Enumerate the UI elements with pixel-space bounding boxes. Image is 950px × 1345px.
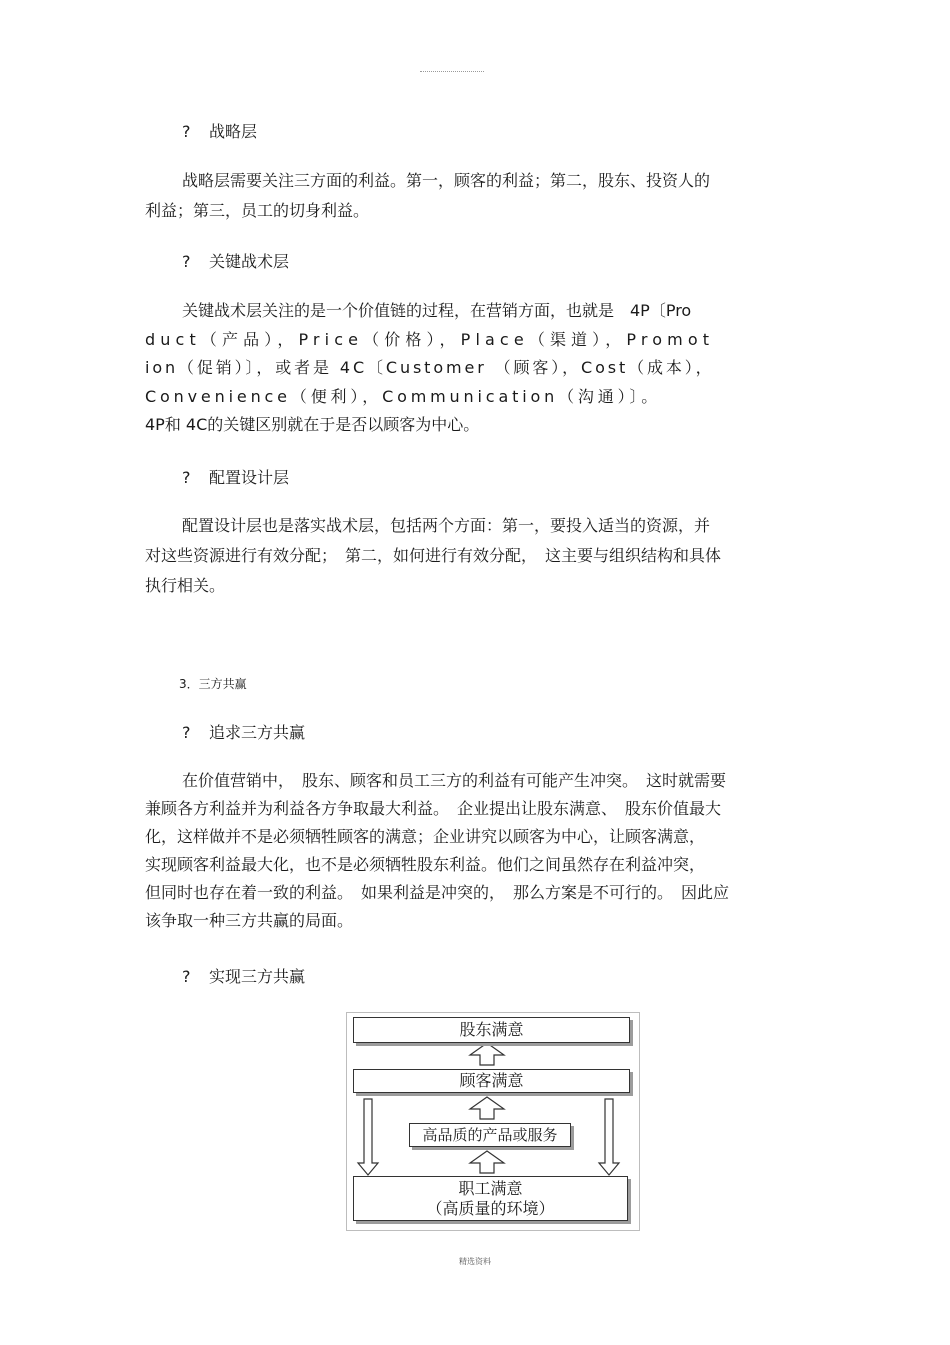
box-sublabel: （高质量的环境） xyxy=(426,1199,555,1218)
text-line: 在价值营销中， 股东、顾客和员工三方的利益有可能产生冲突。 这时就需要 xyxy=(182,771,727,790)
bullet-marker: ? xyxy=(182,468,191,487)
text-line: 但同时也存在着一致的利益。 如果利益是冲突的， 那么方案是不可行的。 因此应 xyxy=(145,883,730,902)
down-arrow-icon xyxy=(358,1099,378,1175)
paragraph-winwin xyxy=(145,767,810,935)
box-label: 股东满意 xyxy=(459,1020,524,1039)
up-arrow-icon xyxy=(470,1097,504,1119)
text-line: duct（产品），Price（价格），Place（渠道），Promot xyxy=(145,329,715,349)
paragraph-strategy xyxy=(145,166,810,226)
text-line: 利益；第三，员工的切身利益。 xyxy=(145,201,370,220)
header-rule xyxy=(420,71,484,72)
shareholder-satisfaction-box xyxy=(353,1017,630,1043)
up-arrow-icon xyxy=(470,1043,504,1065)
paragraph-tactics xyxy=(145,297,810,440)
text-line: 兼顾各方利益并为利益各方争取最大利益。 企业提出让股东满意、 股东价值最大 xyxy=(145,799,722,818)
page-footer: 精选资料 xyxy=(459,1257,491,1266)
section-title: 3．三方共赢 xyxy=(179,677,247,691)
bullet-marker: ? xyxy=(182,723,191,742)
heading-title: 关键战术层 xyxy=(209,252,290,271)
paragraph-config xyxy=(145,511,810,601)
heading-winwin xyxy=(145,723,810,743)
box-label: 高品质的产品或服务 xyxy=(422,1126,558,1144)
text-line: 对这些资源进行有效分配； 第二，如何进行有效分配， 这主要与组织结构和具体 xyxy=(145,546,722,565)
text-line: 化，这样做并不是必须牺牲顾客的满意；企业讲究以顾客为中心，让顾客满意， xyxy=(145,827,706,846)
text-line: 实现顾客利益最大化，也不是必须牺牲股东利益。他们之间虽然存在利益冲突， xyxy=(145,855,706,874)
bullet-marker: ? xyxy=(182,252,191,271)
box-label: 顾客满意 xyxy=(459,1071,524,1090)
text-line: 执行相关。 xyxy=(145,576,226,595)
employee-satisfaction-box xyxy=(353,1176,628,1221)
bullet-marker: ? xyxy=(182,122,191,141)
heading-strategy xyxy=(145,122,810,142)
text-line: 关键战术层关注的是一个价值链的过程，在营销方面，也就是 4P〔Pro xyxy=(182,301,692,320)
heading-title: 实现三方共赢 xyxy=(209,967,306,986)
text-line: 战略层需要关注三方面的利益。第一，顾客的利益；第二，股东、投资人的 xyxy=(182,171,711,190)
box-label: 职工满意 xyxy=(458,1179,523,1198)
text-line: ion（促销）〕，或者是 4C〔Customer （顾客），Cost（成本）， xyxy=(145,358,715,377)
heading-tactics xyxy=(145,252,810,272)
text-line: Convenience（便利），Communication（沟通）〕。 xyxy=(145,386,662,406)
down-arrow-icon xyxy=(599,1099,619,1175)
text-line: 该争取一种三方共赢的局面。 xyxy=(145,911,354,930)
bullet-marker: ? xyxy=(182,967,191,986)
text-line: 配置设计层也是落实战术层，包括两个方面：第一，要投入适当的资源，并 xyxy=(182,516,711,535)
quality-product-box xyxy=(409,1123,571,1147)
heading-title: 配置设计层 xyxy=(209,468,290,487)
heading-config xyxy=(145,468,810,488)
customer-satisfaction-box xyxy=(353,1069,630,1093)
heading-title: 追求三方共赢 xyxy=(209,723,306,742)
heading-title: 战略层 xyxy=(209,122,258,141)
heading-achieve xyxy=(145,967,810,987)
up-arrow-icon xyxy=(470,1151,504,1173)
text-line: 4P和 4C的关键区别就在于是否以顾客为中心。 xyxy=(145,415,480,434)
win-win-diagram xyxy=(346,1012,640,1231)
